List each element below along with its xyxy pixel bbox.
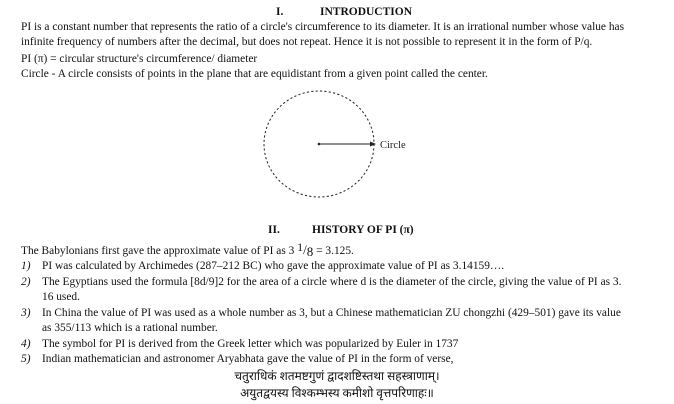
intro-paragraph bbox=[21, 20, 661, 50]
babylon-suffix: = 3.125. bbox=[316, 245, 354, 257]
item-index: 2) bbox=[21, 276, 31, 288]
item-line: Indian mathematician and astronomer Aryabhata gave the value of PI in the form of verse, bbox=[42, 353, 454, 365]
item-line: PI was calculated by Archimedes (287–212 BC) who gave the approximate value of PI as 3.14159…. bbox=[42, 260, 505, 272]
babylonian-statement bbox=[21, 242, 661, 259]
section-title: HISTORY OF PI (π) bbox=[312, 224, 414, 236]
item-line: 16 used. bbox=[42, 291, 80, 303]
babylon-prefix: The Babylonians first gave the approximate value of PI as 3 bbox=[21, 245, 295, 257]
arrow-head-icon bbox=[370, 142, 376, 147]
fraction-slash: / bbox=[303, 242, 307, 257]
fraction-denominator: 8 bbox=[306, 244, 314, 259]
item-line: The symbol for PI is derived from the Greek letter which was popularized by Euler in 1737 bbox=[42, 338, 459, 350]
section-heading-introduction bbox=[276, 5, 412, 20]
circle-label: Circle bbox=[380, 140, 406, 151]
section-number: II. bbox=[268, 224, 280, 236]
item-index: 3) bbox=[21, 307, 31, 319]
sanskrit-verse-line-2: अयुतद्वयस्य विश्कम्भस्य कमीशो वृत्तपरिणाहः॥ bbox=[240, 386, 434, 400]
circle-diagram bbox=[256, 86, 416, 204]
pi-formula: PI (π) = circular structure's circumference/ diameter bbox=[21, 53, 258, 65]
item-index: 1) bbox=[21, 260, 31, 272]
center-point bbox=[318, 143, 321, 146]
intro-line-1: PI is a constant number that represents the ratio of a circle's circumference to its diameter. It is an irrational number whose value has bbox=[21, 21, 625, 33]
section-title: INTRODUCTION bbox=[320, 6, 413, 18]
item-line: as 355/113 which is a rational number. bbox=[42, 322, 218, 334]
section-number: I. bbox=[276, 6, 284, 18]
sanskrit-verse-line-1: चतुराधिकं शतमष्टगुणं द्वादशष्टिस्तथा सहस्त्राणाम्। bbox=[234, 369, 440, 383]
intro-line-2: infinite frequency of numbers after the decimal, but does not repeat. Hence it is not possible to represent it in the form of P/q. bbox=[21, 36, 593, 48]
section-heading-history bbox=[268, 223, 414, 238]
fraction-numerator: 1 bbox=[297, 240, 304, 254]
circle-definition: Circle - A circle consists of points in the plane that are equidistant from a given point called the center. bbox=[21, 68, 488, 80]
item-line: The Egyptians used the formula [8d/9]2 for the area of a circle where d is the diameter of the circle, giving the value of PI as 3. bbox=[42, 276, 622, 288]
item-index: 5) bbox=[21, 353, 31, 365]
circle-diagram-svg bbox=[256, 86, 416, 204]
item-index: 4) bbox=[21, 338, 31, 350]
item-line: In China the value of PI was used as a whole number as 3, but a Chinese mathematician ZU chongzhi (429–501) gave its value bbox=[42, 307, 621, 319]
